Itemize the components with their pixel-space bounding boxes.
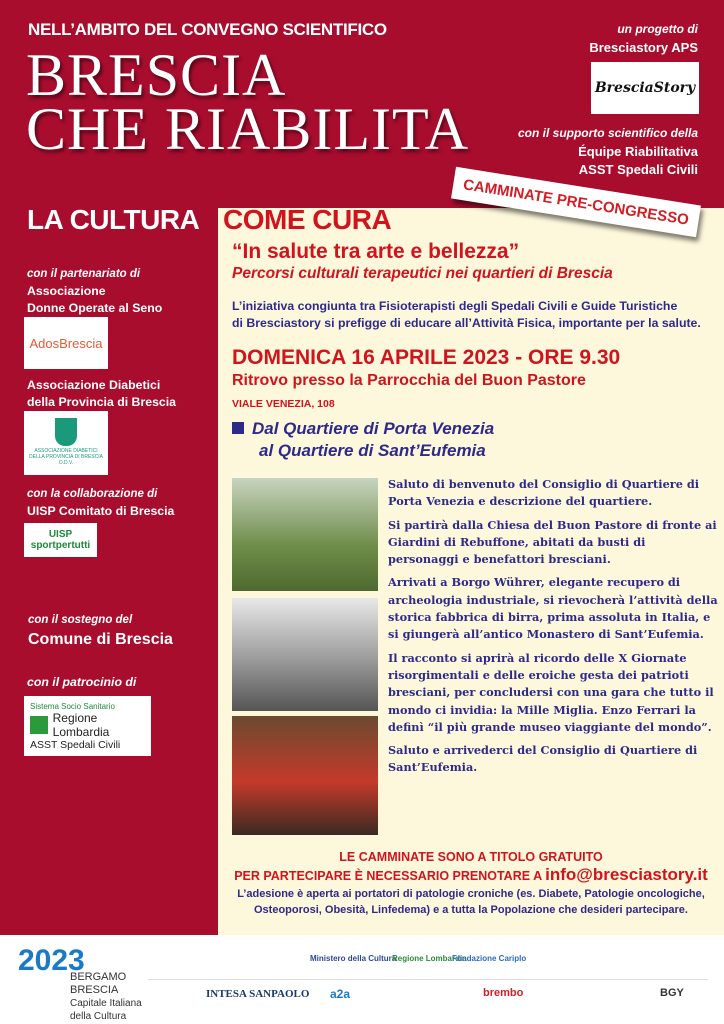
- support-label: con il supporto scientifico della: [517, 126, 698, 140]
- adhesion-line: L’adesione è aperta ai portatori di patologie croniche (es. Diabete, Patologie oncologiche,: [237, 888, 705, 900]
- support-org: Comune di Brescia: [28, 631, 173, 648]
- logo-text: BresciaStory: [594, 80, 696, 96]
- paragraph: Saluto e arrivederci del Consiglio di Quartiere di Sant’Eufemia.: [388, 743, 698, 775]
- partner-1-name: Donne Operate al Seno: [27, 301, 163, 315]
- sponsor-logo: Ministero della Cultura: [310, 954, 397, 963]
- adhesion-line: Osteoporosi, Obesità, Linfedema) e a tutta la Popolazione che desideri partecipare.: [253, 904, 688, 916]
- subtitle: “In salute tra arte e bellezza”: [232, 240, 520, 263]
- patron-label: con il patrocinio di: [27, 675, 137, 689]
- event-date: DOMENICA 16 APRILE 2023 - ORE 9.30: [232, 346, 621, 369]
- paragraph: Saluto di benvenuto del Consiglio di Quartiere di Porta Venezia e descrizione del quartiere.: [388, 477, 700, 509]
- partner-block: [27, 266, 162, 317]
- partner-2-block: [27, 377, 176, 411]
- info-free: [218, 849, 724, 885]
- ados-logo: [24, 317, 108, 369]
- adhesion: [218, 886, 724, 918]
- bullet-square-icon: [232, 422, 244, 434]
- caption: Capitale Italiana: [70, 998, 142, 1009]
- footer: [0, 935, 724, 1024]
- sponsor-logo: Fondazione Cariplo: [452, 954, 527, 963]
- title-line-2: CHE RIABILITA: [26, 96, 470, 162]
- support-org-2: ASST Spedali Civili: [578, 162, 698, 177]
- logo-text: Regione Lombardia: [52, 710, 110, 739]
- route: [232, 418, 494, 462]
- sponsor-logo: BGY: [660, 987, 684, 999]
- city: BRESCIA: [70, 984, 119, 996]
- logo-text: ASSOCIAZIONE DIABETICI DELLA PROVINCIA DI BRESCIA O.D.V.: [29, 448, 103, 466]
- adp-logo: [24, 411, 108, 475]
- pre-congress-badge: CAMMINATE PRE-CONGRESSO: [451, 167, 701, 237]
- capitale-cultura-text: [70, 971, 142, 1023]
- capitale-cultura-logo: 2023: [18, 944, 85, 977]
- title-line-1: BRESCIA: [26, 42, 287, 108]
- intro-line: di Bresciastory si prefigge di educare all’Attività Fisica, importante per la salute.: [232, 316, 701, 330]
- address: VIALE VENEZIA, 108: [232, 398, 335, 410]
- intro: [232, 298, 701, 332]
- headline-part-2: COME CURA: [223, 204, 392, 235]
- partner-1-name: Associazione: [27, 284, 106, 298]
- logo-text: AdosBrescia: [29, 335, 103, 351]
- partner-label: con il partenariato di: [27, 268, 141, 280]
- collab-org: UISP Comitato di Brescia: [27, 504, 175, 518]
- email-link[interactable]: info@bresciastory.it: [545, 865, 708, 884]
- collab-label: con la collaborazione di: [27, 488, 158, 500]
- support-org-1: Équipe Riabilitativa: [578, 144, 698, 159]
- sponsor-logo: brembo: [483, 987, 524, 999]
- logo-text: UISP sportpertutti: [30, 529, 91, 551]
- paragraph: Arrivati a Borgo Wührer, elegante recupero di archeologia industriale, si rievocherà l’attività della storica fabbrica di birra, prima assoluta in Italia, e si giungerà all’antico Monastero di Sant’Eufemia.: [388, 575, 718, 642]
- partner-2-name: Associazione Diabetici: [27, 378, 161, 392]
- intro-line: L’iniziativa congiunta tra Fisioterapisti degli Spedali Civili e Guide Turistiche: [232, 299, 678, 313]
- headline-part-1: LA CULTURA: [27, 204, 200, 235]
- partner-2-name: della Provincia di Brescia: [27, 395, 176, 409]
- sponsor-logo: INTESA SANPAOLO: [206, 988, 310, 1000]
- project-org: Bresciastory APS: [589, 40, 698, 55]
- uisp-logo: [24, 523, 97, 557]
- photo-vintage-car: [232, 716, 378, 835]
- shield-icon: [55, 418, 77, 446]
- paragraph: Si partirà dalla Chiesa del Buon Pastore di fronte ai Giardini di Rebuffone, abitati da busti di personaggi e benefattori bresciani.: [388, 517, 717, 567]
- divider: [148, 979, 708, 980]
- caption: della Cultura: [70, 1011, 127, 1022]
- collab-block: [27, 486, 174, 520]
- city: BERGAMO: [70, 971, 127, 983]
- sponsor-logo: a2a: [330, 987, 351, 1001]
- sponsor-logo: Regione Lombardia: [392, 954, 467, 963]
- regione-lombardia-logo: [24, 696, 151, 756]
- free-text: LE CAMMINATE SONO A TITOLO GRATUITO: [339, 850, 603, 864]
- bresciastory-logo: [591, 62, 699, 114]
- project-label: un progetto di: [617, 22, 698, 36]
- support-label: con il sostegno del: [28, 614, 133, 626]
- route-line: Dal Quartiere di Porta Venezia: [252, 419, 495, 438]
- subtitle-2: Percorsi culturali terapeutici nei quartieri di Brescia: [232, 265, 613, 282]
- photo-borgo-wuhrer: [232, 598, 378, 711]
- logo-text: Sistema Socio Sanitario: [30, 701, 115, 711]
- route-line: al Quartiere di Sant’Eufemia: [259, 441, 486, 460]
- support-block: [28, 612, 173, 651]
- description: [388, 476, 718, 783]
- logo-text: ASST Spedali Civili: [30, 738, 121, 751]
- lombardia-icon: [30, 716, 48, 734]
- booking-text: PER PARTECIPARE È NECESSARIO PRENOTARE A: [234, 869, 542, 883]
- kicker: NELL’AMBITO DEL CONVEGNO SCIENTIFICO: [28, 20, 387, 39]
- meeting-point: Ritrovo presso la Parrocchia del Buon Pastore: [232, 372, 586, 389]
- paragraph: Il racconto si aprirà al ricordo delle X Giornate risorgimentali e delle eroiche gesta dei patrioti bresciani, per concludersi con una gara che tutto il mondo ci invidia: la Mille Miglia. Enzo Ferrari la definì “il più grande museo viaggiante del mondo”.: [388, 650, 714, 734]
- photo-bust-monument: [232, 478, 378, 591]
